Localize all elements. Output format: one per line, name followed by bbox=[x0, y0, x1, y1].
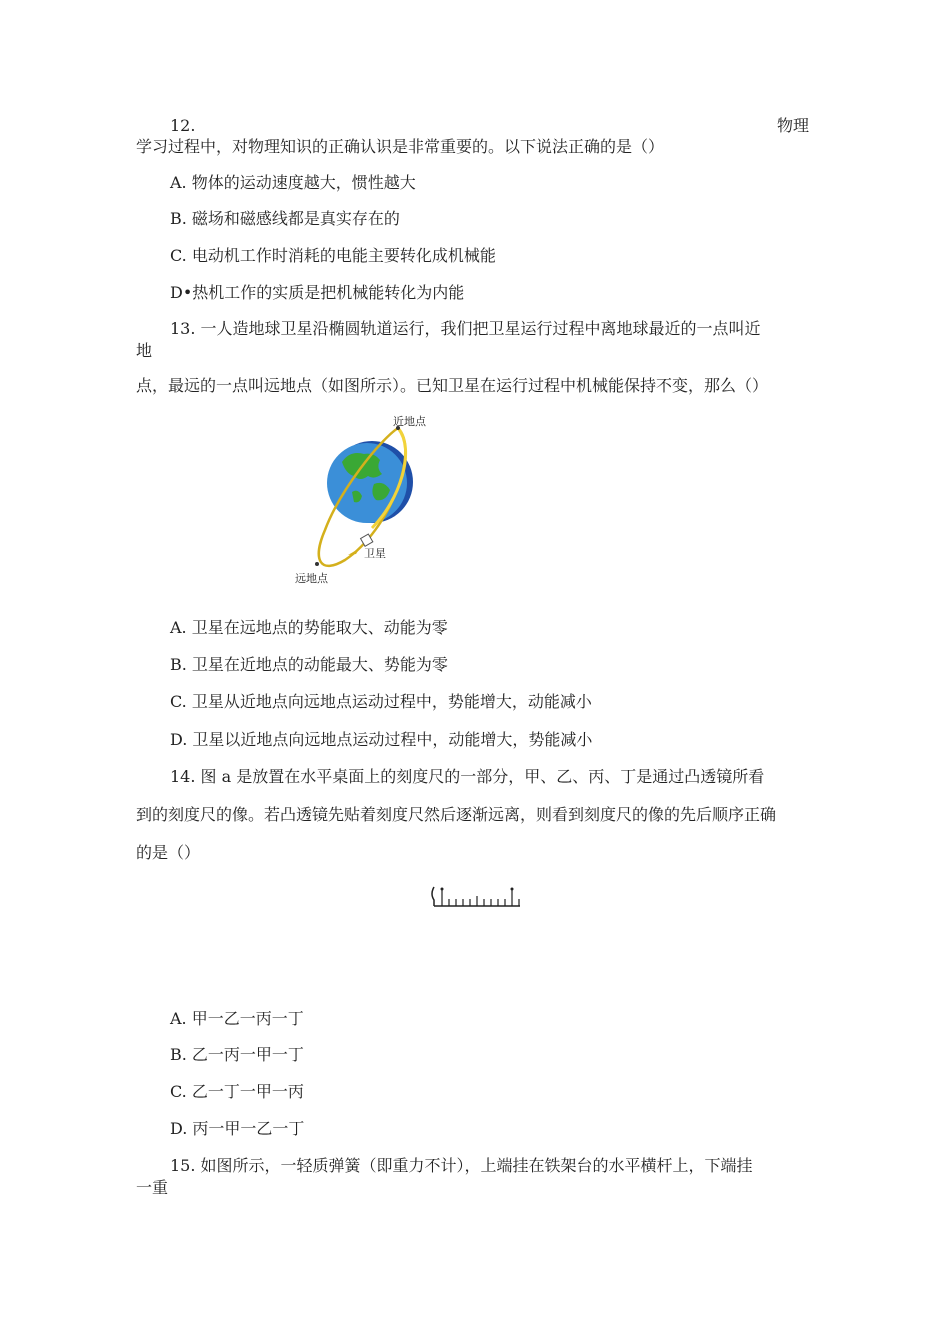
q12-option-c: C. 电动机工作时消耗的电能主要转化成机械能 bbox=[170, 246, 496, 265]
q12-number: 12. bbox=[170, 116, 196, 135]
ruler-mark-left bbox=[441, 888, 444, 891]
apogee-label: 远地点 bbox=[295, 572, 328, 585]
q14-option-c: C. 乙一丁一甲一丙 bbox=[170, 1082, 304, 1101]
q15-stem-line1: 15. 如图所示，一轻质弹簧（即重力不计），上端挂在铁架台的水平横杆上，下端挂 bbox=[170, 1156, 753, 1175]
perigee-label: 近地点 bbox=[393, 415, 426, 428]
ruler-left-bracket bbox=[432, 887, 434, 906]
q15-stem-line2: 一重 bbox=[136, 1178, 169, 1197]
q14-option-a: A. 甲一乙一丙一丁 bbox=[170, 1009, 304, 1028]
q12-option-a: A. 物体的运动速度越大，惯性越大 bbox=[170, 173, 416, 192]
q12-option-b: B. 磁场和磁感线都是真实存在的 bbox=[170, 209, 400, 228]
q14-stem-line2: 到的刻度尺的像。若凸透镜先贴着刻度尺然后逐渐远离，则看到刻度尺的像的先后顺序正确 bbox=[136, 805, 777, 824]
q13-option-d: D. 卫星以近地点向远地点运动过程中，动能增大，势能减小 bbox=[170, 730, 593, 749]
q13-stem-line3: 点，最远的一点叫远地点（如图所示）。已知卫星在运行过程中机械能保持不变，那么（） bbox=[136, 376, 769, 395]
q13-option-a: A. 卫星在远地点的势能取大、动能为零 bbox=[170, 618, 448, 637]
q13-option-b: B. 卫星在近地点的动能最大、势能为零 bbox=[170, 655, 448, 674]
q12-stem-right: 物理 bbox=[777, 116, 810, 135]
ruler-figure bbox=[428, 884, 524, 912]
apogee-point bbox=[315, 562, 319, 566]
q13-stem-line1: 13. 一人造地球卫星沿椭圆轨道运行，我们把卫星运行过程中离地球最近的一点叫近 bbox=[170, 319, 761, 338]
q14-option-b: B. 乙一丙一甲一丁 bbox=[170, 1045, 304, 1064]
q13-stem-line2: 地 bbox=[136, 341, 153, 360]
q12-option-d: D•热机工作的实质是把机械能转化为内能 bbox=[170, 283, 465, 302]
q14-stem-line1: 14. 图 a 是放置在水平桌面上的刻度尺的一部分，甲、乙、丙、丁是通过凸透镜所看 bbox=[170, 767, 765, 786]
q13-option-c: C. 卫星从近地点向远地点运动过程中，势能增大，动能减小 bbox=[170, 692, 592, 711]
satellite-label: 卫星 bbox=[364, 547, 386, 560]
q14-stem-line3: 的是（） bbox=[136, 843, 201, 862]
orbit-figure bbox=[290, 410, 440, 590]
ruler-mark-right bbox=[511, 888, 514, 891]
q14-option-d: D. 丙一甲一乙一丁 bbox=[170, 1119, 305, 1138]
q12-stem: 学习过程中，对物理知识的正确认识是非常重要的。以下说法正确的是（） bbox=[136, 137, 665, 156]
ruler-ticks bbox=[442, 890, 519, 906]
